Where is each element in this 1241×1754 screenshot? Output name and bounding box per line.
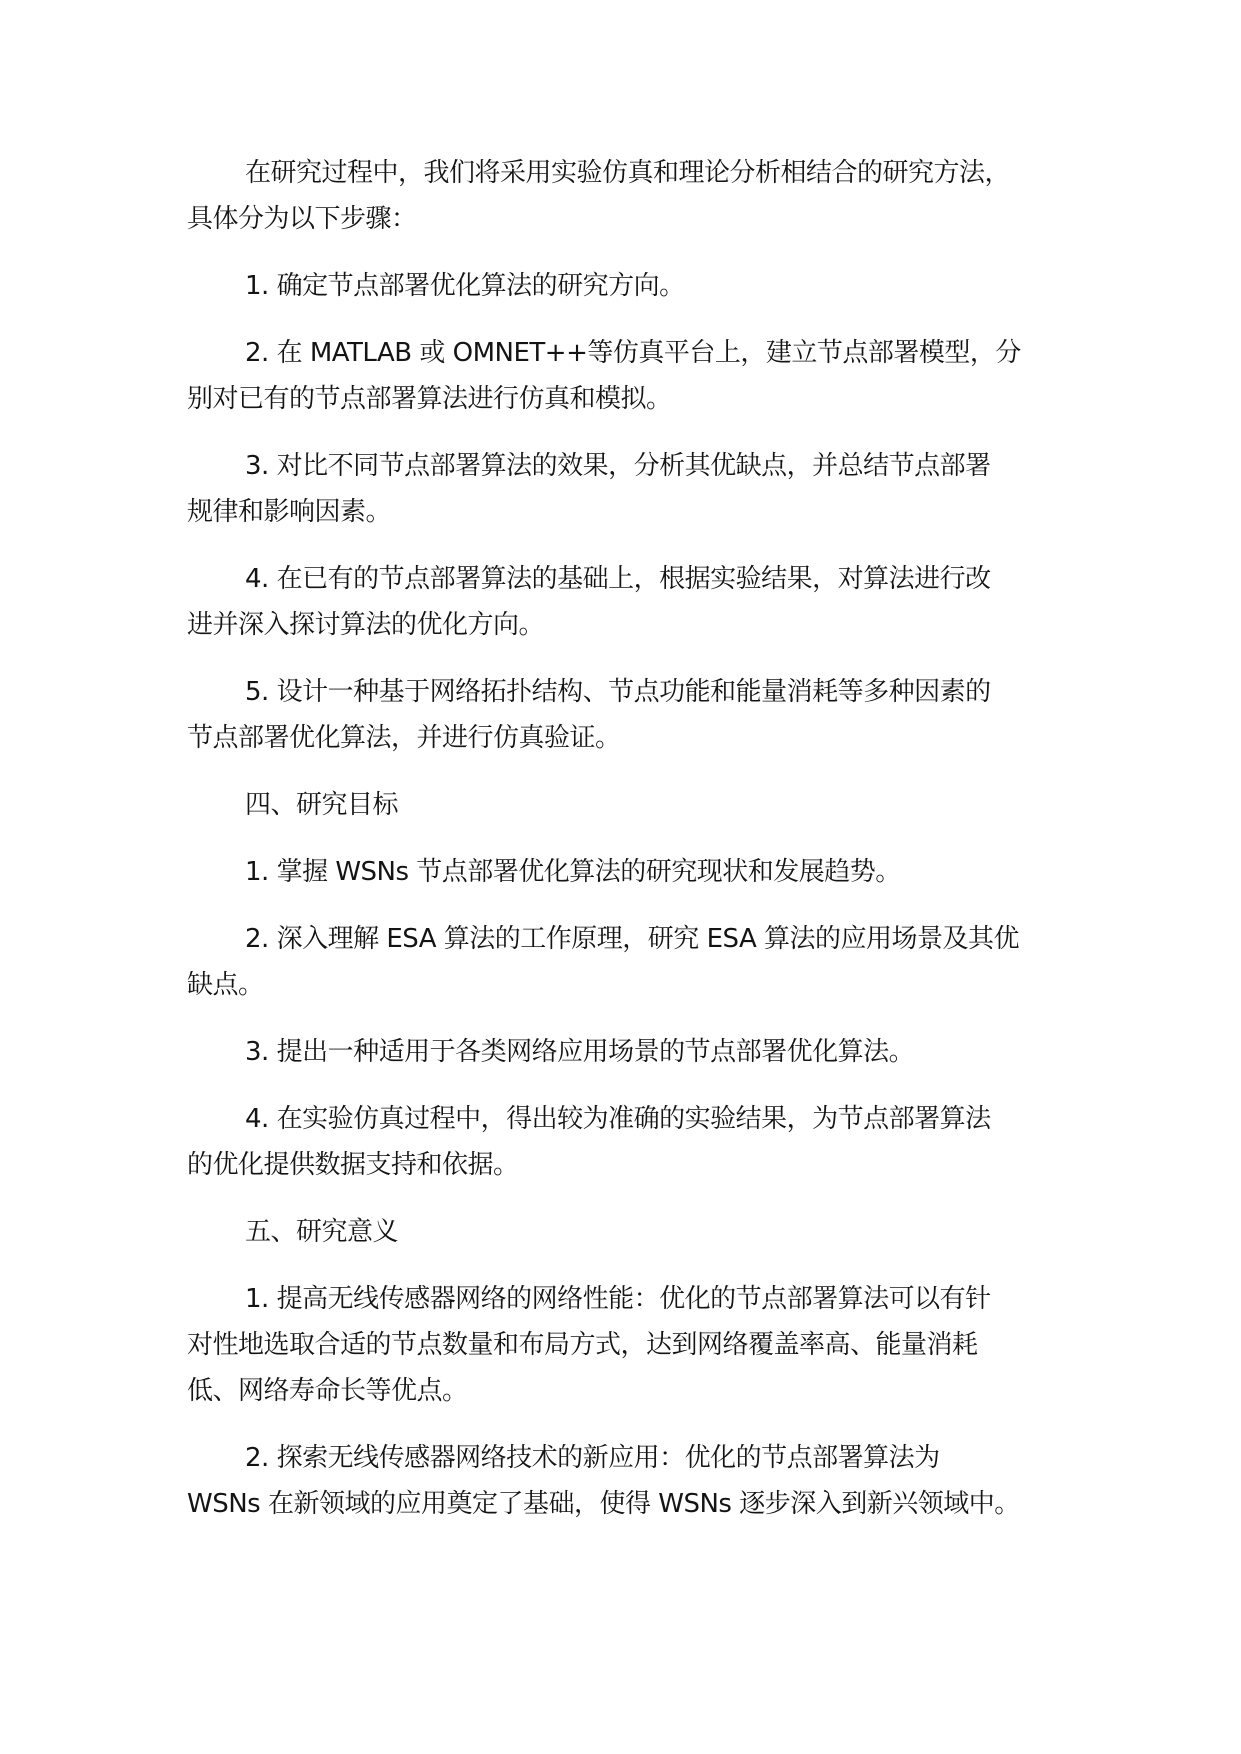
step-5-line-2: 节点部署优化算法，并进行仿真验证。 — [187, 723, 621, 753]
goal-1 — [187, 849, 1055, 895]
goal-4-line-1: 4. 在实验仿真过程中，得出较为准确的实验结果，为节点部署算法 — [245, 1104, 991, 1134]
document-body — [187, 150, 1055, 1548]
step-3-line-1: 3. 对比不同节点部署算法的效果，分析其优缺点，并总结节点部署 — [245, 451, 991, 481]
step-1 — [187, 263, 1055, 309]
significance-1-line-2: 对性地选取合适的节点数量和布局方式，达到网络覆盖率高、能量消耗 — [187, 1330, 978, 1360]
step-1-line-1: 1. 确定节点部署优化算法的研究方向。 — [245, 271, 685, 301]
section-4-heading-text: 四、研究目标 — [245, 790, 399, 820]
section-5-heading-text: 五、研究意义 — [245, 1217, 399, 1247]
goal-4 — [187, 1096, 1055, 1188]
section-5-heading — [187, 1209, 1055, 1255]
goal-2-line-2: 缺点。 — [187, 970, 264, 1000]
intro-paragraph — [187, 150, 1055, 242]
significance-2-line-1: 2. 探索无线传感器网络技术的新应用：优化的节点部署算法为 — [245, 1443, 940, 1473]
step-2-line-2: 别对已有的节点部署算法进行仿真和模拟。 — [187, 384, 672, 414]
goal-3-line-1: 3. 提出一种适用于各类网络应用场景的节点部署优化算法。 — [245, 1037, 915, 1067]
step-5 — [187, 669, 1055, 761]
step-4-line-2: 进并深入探讨算法的优化方向。 — [187, 610, 545, 640]
goal-2-line-1: 2. 深入理解 ESA 算法的工作原理，研究 ESA 算法的应用场景及其优 — [245, 924, 1020, 954]
step-5-line-1: 5. 设计一种基于网络拓扑结构、节点功能和能量消耗等多种因素的 — [245, 677, 991, 707]
step-4 — [187, 556, 1055, 648]
step-3-line-2: 规律和影响因素。 — [187, 497, 392, 527]
step-3 — [187, 443, 1055, 535]
intro-line-2: 具体分为以下步骤： — [187, 204, 417, 234]
step-2-line-1: 2. 在 MATLAB 或 OMNET++等仿真平台上，建立节点部署模型，分 — [245, 338, 1021, 368]
significance-2-line-2: WSNs 在新领域的应用奠定了基础，使得 WSNs 逐步深入到新兴领域中。 — [187, 1489, 1020, 1519]
significance-2 — [187, 1435, 1055, 1527]
goal-1-line-1: 1. 掌握 WSNs 节点部署优化算法的研究现状和发展趋势。 — [245, 857, 901, 887]
significance-1-line-3: 低、网络寿命长等优点。 — [187, 1376, 468, 1406]
significance-1-line-1: 1. 提高无线传感器网络的网络性能：优化的节点部署算法可以有针 — [245, 1284, 991, 1314]
goal-2 — [187, 916, 1055, 1008]
goal-4-line-2: 的优化提供数据支持和依据。 — [187, 1150, 519, 1180]
section-4-heading — [187, 782, 1055, 828]
significance-1 — [187, 1276, 1055, 1414]
goal-3 — [187, 1029, 1055, 1075]
step-2 — [187, 330, 1055, 422]
intro-line-1: 在研究过程中，我们将采用实验仿真和理论分析相结合的研究方法， — [245, 158, 1011, 188]
step-4-line-1: 4. 在已有的节点部署算法的基础上，根据实验结果，对算法进行改 — [245, 564, 991, 594]
